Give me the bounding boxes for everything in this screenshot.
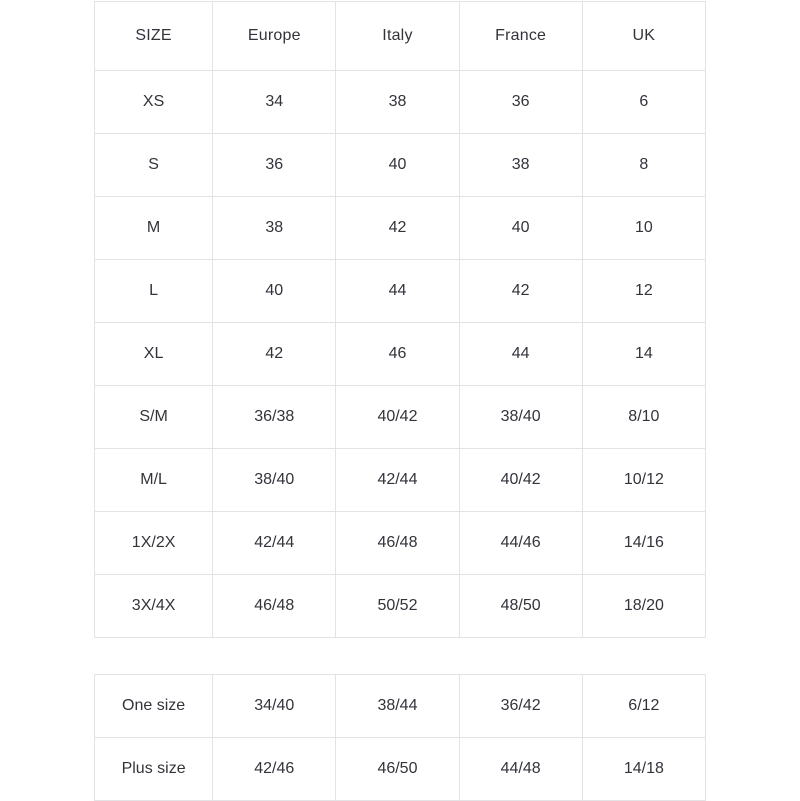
- column-header-europe: Europe: [213, 2, 336, 71]
- cell-europe: 36/38: [213, 386, 336, 449]
- cell-italy: 50/52: [336, 575, 459, 638]
- cell-france: 36/42: [459, 675, 582, 738]
- column-header-uk: UK: [582, 2, 705, 71]
- cell-italy: 46/50: [336, 738, 459, 801]
- table-row: [95, 260, 706, 323]
- cell-europe: 38/40: [213, 449, 336, 512]
- cell-france: 40/42: [459, 449, 582, 512]
- table-row: [95, 512, 706, 575]
- cell-uk: 14/18: [582, 738, 705, 801]
- row-label: 3X/4X: [95, 575, 213, 638]
- cell-europe: 42/46: [213, 738, 336, 801]
- cell-italy: 38/44: [336, 675, 459, 738]
- cell-uk: 6/12: [582, 675, 705, 738]
- cell-france: 44: [459, 323, 582, 386]
- row-label: One size: [95, 675, 213, 738]
- cell-europe: 38: [213, 197, 336, 260]
- cell-france: 36: [459, 71, 582, 134]
- row-label: XS: [95, 71, 213, 134]
- table-row: [95, 449, 706, 512]
- cell-france: 44/46: [459, 512, 582, 575]
- cell-italy: 44: [336, 260, 459, 323]
- column-header-size: SIZE: [95, 2, 213, 71]
- cell-europe: 36: [213, 134, 336, 197]
- cell-uk: 8/10: [582, 386, 705, 449]
- cell-france: 38/40: [459, 386, 582, 449]
- row-label: L: [95, 260, 213, 323]
- cell-uk: 14: [582, 323, 705, 386]
- row-label: M: [95, 197, 213, 260]
- one-size-table: [94, 674, 706, 801]
- cell-italy: 46/48: [336, 512, 459, 575]
- row-label: S: [95, 134, 213, 197]
- column-header-italy: Italy: [336, 2, 459, 71]
- table-row: [95, 738, 706, 801]
- cell-europe: 40: [213, 260, 336, 323]
- row-label: M/L: [95, 449, 213, 512]
- cell-uk: 18/20: [582, 575, 705, 638]
- cell-italy: 40: [336, 134, 459, 197]
- row-label: S/M: [95, 386, 213, 449]
- cell-uk: 6: [582, 71, 705, 134]
- cell-france: 48/50: [459, 575, 582, 638]
- table-gap-divider: [0, 638, 800, 674]
- table-row: [95, 575, 706, 638]
- table-row: [95, 134, 706, 197]
- cell-france: 38: [459, 134, 582, 197]
- cell-france: 40: [459, 197, 582, 260]
- cell-europe: 34: [213, 71, 336, 134]
- cell-italy: 42/44: [336, 449, 459, 512]
- column-header-france: France: [459, 2, 582, 71]
- cell-europe: 34/40: [213, 675, 336, 738]
- cell-europe: 42: [213, 323, 336, 386]
- table-row: [95, 71, 706, 134]
- cell-europe: 46/48: [213, 575, 336, 638]
- table-row: [95, 323, 706, 386]
- cell-france: 42: [459, 260, 582, 323]
- table-row: [95, 675, 706, 738]
- table-row: [95, 386, 706, 449]
- table-header-row: [95, 2, 706, 71]
- cell-uk: 8: [582, 134, 705, 197]
- size-conversion-table: [94, 1, 706, 638]
- cell-uk: 10: [582, 197, 705, 260]
- cell-italy: 40/42: [336, 386, 459, 449]
- cell-uk: 12: [582, 260, 705, 323]
- cell-uk: 14/16: [582, 512, 705, 575]
- cell-italy: 38: [336, 71, 459, 134]
- cell-uk: 10/12: [582, 449, 705, 512]
- cell-italy: 42: [336, 197, 459, 260]
- cell-france: 44/48: [459, 738, 582, 801]
- cell-italy: 46: [336, 323, 459, 386]
- row-label: 1X/2X: [95, 512, 213, 575]
- row-label: Plus size: [95, 738, 213, 801]
- row-label: XL: [95, 323, 213, 386]
- cell-europe: 42/44: [213, 512, 336, 575]
- table-row: [95, 197, 706, 260]
